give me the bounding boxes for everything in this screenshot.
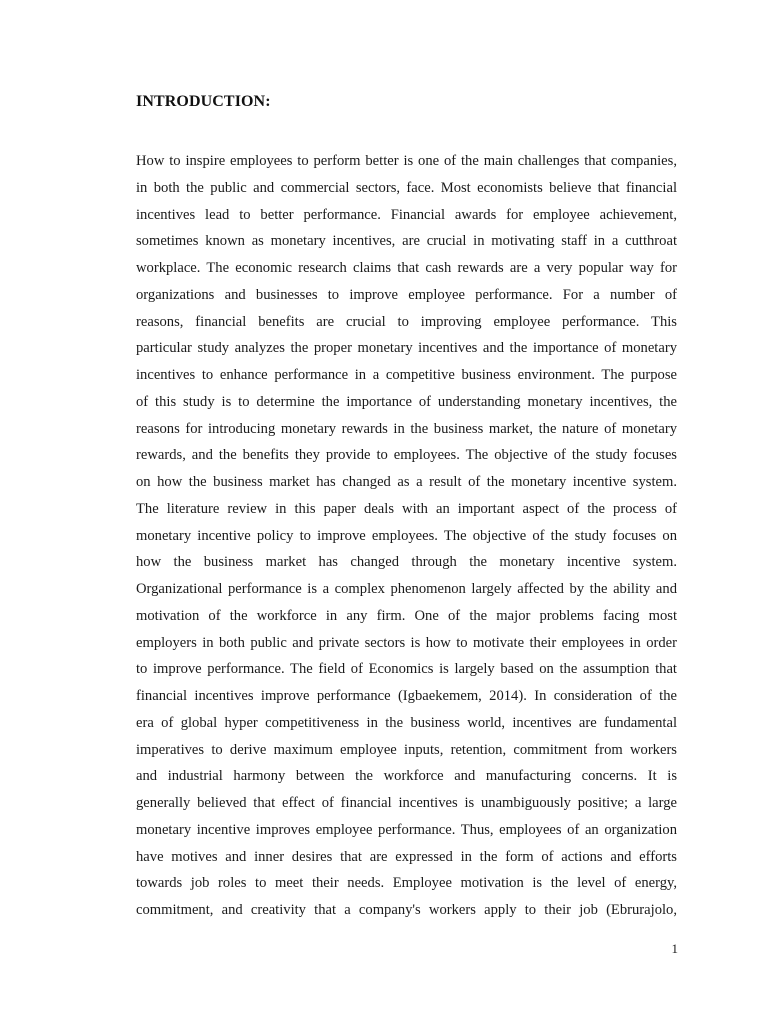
text-line: Organizational performance is a complex phenomenon largely affected by the ability and bbox=[136, 581, 677, 597]
text-line: sometimes known as monetary incentives, are crucial in motivating staff in a cutthroat bbox=[136, 233, 677, 250]
text-line: imperatives to derive maximum employee inputs, retention, commitment from workers bbox=[136, 741, 677, 758]
text-line: monetary incentive improves employee performance. Thus, employees of an organization bbox=[136, 821, 677, 838]
section-heading: INTRODUCTION: bbox=[136, 93, 271, 110]
text-line: particular study analyzes the proper monetary incentives and the importance of monetary bbox=[136, 340, 677, 357]
page-number: 1 bbox=[671, 941, 678, 956]
text-line: towards job roles to meet their needs. Employee motivation is the level of energy, bbox=[136, 875, 677, 892]
text-line: financial incentives improve performance (Igbaekemem, 2014). In consideration of the bbox=[136, 688, 677, 704]
text-line: How to inspire employees to perform better is one of the main challenges that companies, bbox=[136, 153, 677, 169]
text-line: have motives and inner desires that are expressed in the form of actions and efforts bbox=[136, 848, 677, 865]
text-line: in both the public and commercial sectors, face. Most economists believe that financial bbox=[136, 179, 677, 196]
text-line: of this study is to determine the importance of understanding monetary incentives, the bbox=[136, 393, 677, 410]
text-line: to improve performance. The field of Economics is largely based on the assumption that bbox=[136, 661, 677, 678]
text-line: commitment, and creativity that a company's workers apply to their job (Ebrurajolo, bbox=[136, 902, 677, 918]
body-paragraph bbox=[136, 148, 677, 924]
text-line: monetary incentive policy to improve employees. The objective of the study focuses on bbox=[136, 527, 677, 544]
text-line: generally believed that effect of financial incentives is unambiguously positive; a large bbox=[136, 795, 677, 811]
text-line: reasons for introducing monetary rewards in the business market, the nature of monetary bbox=[136, 420, 677, 437]
text-line: incentives lead to better performance. Financial awards for employee achievement, bbox=[136, 206, 677, 223]
text-line: on how the business market has changed as a result of the monetary incentive system. bbox=[136, 474, 677, 490]
text-line: era of global hyper competitiveness in the business world, incentives are fundamental bbox=[136, 714, 677, 731]
text-line: how the business market has changed through the monetary incentive system. bbox=[136, 554, 677, 571]
text-line: The literature review in this paper deals with an important aspect of the process of bbox=[136, 500, 677, 517]
text-line: incentives to enhance performance in a competitive business environment. The purpose bbox=[136, 367, 677, 383]
text-line: and industrial harmony between the workforce and manufacturing concerns. It is bbox=[136, 768, 677, 785]
text-line: reasons, financial benefits are crucial to improving employee performance. This bbox=[136, 313, 677, 330]
text-line: motivation of the workforce in any firm. One of the major problems facing most bbox=[136, 607, 677, 624]
text-line: employers in both public and private sectors is how to motivate their employees in order bbox=[136, 634, 677, 651]
text-line: organizations and businesses to improve employee performance. For a number of bbox=[136, 286, 677, 303]
text-line: rewards, and the benefits they provide to employees. The objective of the study focuses bbox=[136, 447, 677, 464]
text-line: workplace. The economic research claims that cash rewards are a very popular way for bbox=[136, 260, 677, 276]
